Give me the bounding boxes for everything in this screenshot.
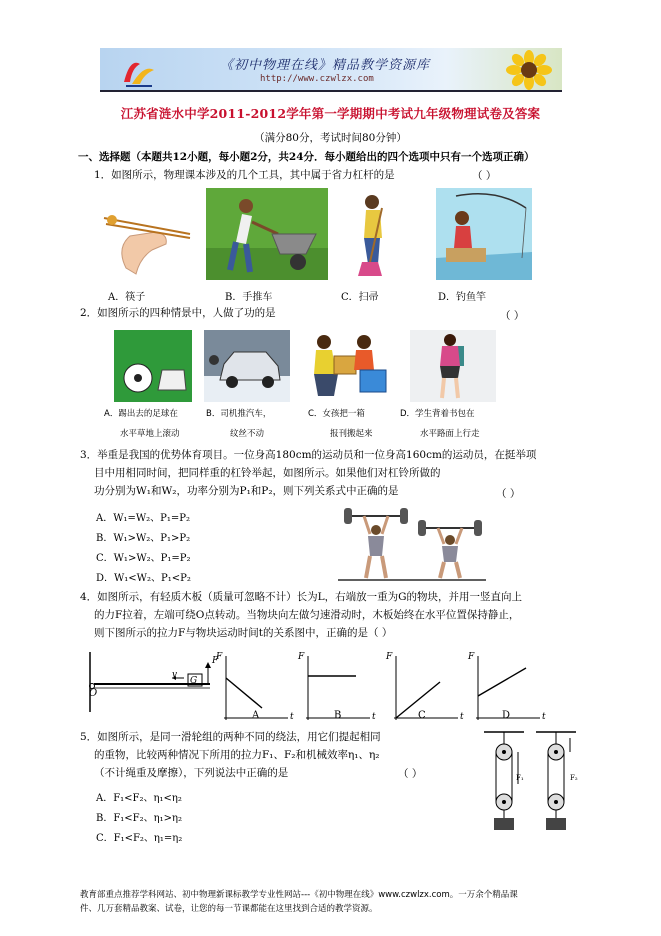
site-banner bbox=[100, 48, 562, 92]
broom-picture bbox=[342, 188, 418, 280]
q2-option-b[interactable]: B．司机推汽车， 纹丝不动 bbox=[206, 409, 272, 439]
lever-f-label: F bbox=[212, 656, 219, 666]
schoolbag-picture bbox=[410, 330, 496, 402]
push-car-picture bbox=[204, 330, 290, 402]
graph-a-f-label: F bbox=[216, 652, 223, 662]
q1-option-d[interactable]: D．钓鱼竿 bbox=[438, 292, 487, 303]
q1-option-c[interactable]: C．扫帚 bbox=[341, 292, 379, 303]
lever-figure bbox=[84, 648, 544, 726]
graph-a-t-label: t bbox=[290, 712, 294, 722]
q3-line-3: 功分别为W₁和W₂，功率分别为P₁和P₂，则下列关系式中正确的是 bbox=[94, 485, 399, 497]
q3-option-a[interactable]: A．W₁=W₂、P₁=P₂ bbox=[96, 513, 191, 524]
q2-option-c[interactable]: C．女孩把一箱 报刊搬起来 bbox=[308, 409, 373, 439]
lever-o-label: O bbox=[89, 688, 98, 699]
footer-line-1: 教育部重点推荐学科网站、初中物理新课标教学专业性网站---《初中物理在线》www.czwlzx.com。一万余个精品课 bbox=[80, 890, 518, 900]
q3-line-1: 3．举重是我国的优势体育项目。一位身高180cm的运动员和一位身高160cm的运动员，在挺举项 bbox=[80, 449, 537, 461]
graph-c-t-label: t bbox=[460, 712, 464, 722]
q3-option-d[interactable]: D．W₁<W₂、P₁<P₂ bbox=[96, 573, 191, 584]
q3-line-2: 目中用相同时间，把同样重的杠铃举起，如图所示。如果他们对杠铃所做的 bbox=[94, 467, 441, 479]
q5-line-3: （不计绳重及摩擦），下列说法中正确的是 bbox=[94, 767, 289, 779]
q3-option-c[interactable]: C．W₁>W₂、P₁=P₂ bbox=[96, 553, 191, 564]
q5-option-a[interactable]: A．F₁<F₂、η₁<η₂ bbox=[96, 793, 182, 804]
pulley-figure bbox=[484, 730, 578, 834]
graph-label-c[interactable]: C bbox=[418, 710, 426, 721]
wheelbarrow-picture bbox=[206, 188, 328, 280]
q5-answer-blank[interactable]: （ ） bbox=[398, 768, 423, 780]
chopsticks-picture bbox=[96, 188, 194, 280]
lever-v-label: v bbox=[172, 670, 178, 680]
q4-line-3: 则下图所示的拉力F与物块运动时间t的关系图中，正确的是（ ） bbox=[94, 627, 393, 639]
q5-option-c[interactable]: C．F₁<F₂、η₁=η₂ bbox=[96, 833, 183, 844]
q1-option-b[interactable]: B．手推车 bbox=[225, 292, 273, 303]
fishing-rod-picture bbox=[436, 188, 532, 280]
q5-line-2: 的重物，比较两种情况下所用的拉力F₁、F₂和机械效率η₁、η₂ bbox=[94, 749, 380, 761]
pulley-f2-label: F₂ bbox=[570, 774, 578, 782]
graph-label-b[interactable]: B bbox=[334, 710, 342, 721]
q2-option-a[interactable]: A．踢出去的足球在 水平草地上滚动 bbox=[104, 409, 180, 439]
q3-option-b[interactable]: B．W₁>W₂、P₁>P₂ bbox=[96, 533, 191, 544]
page-footer bbox=[80, 888, 590, 916]
q1-option-a[interactable]: A．筷子 bbox=[108, 292, 146, 303]
site-logo-icon bbox=[118, 54, 158, 88]
pulley-f1-label: F₁ bbox=[516, 774, 524, 782]
q1-stem: 1．如图所示，物理课本涉及的几个工具，其中属于省力杠杆的是 bbox=[94, 169, 395, 181]
football-picture bbox=[114, 330, 192, 402]
graph-c-f-label: F bbox=[386, 652, 393, 662]
q2-answer-blank[interactable]: （ ） bbox=[500, 310, 525, 322]
graph-label-d[interactable]: D bbox=[502, 710, 511, 721]
lift-box-picture bbox=[298, 330, 392, 402]
q4-line-1: 4．如图所示，有轻质木板（质量可忽略不计）长为L，右端放一重为G的物块，并用一竖直向上 bbox=[80, 591, 523, 603]
weightlifting-figure bbox=[338, 504, 486, 582]
q5-line-1: 5．如图所示，是同一滑轮组的两种不同的绕法，用它们提起相同 bbox=[80, 731, 381, 743]
q3-answer-blank[interactable]: （ ） bbox=[496, 488, 521, 500]
q1-answer-blank[interactable]: （ ） bbox=[472, 170, 497, 182]
graph-label-a[interactable]: A bbox=[252, 710, 260, 721]
sunflower-icon bbox=[504, 50, 554, 90]
banner-title: 《初中物理在线》精品教学资源库 bbox=[220, 58, 431, 73]
graph-b-t-label: t bbox=[372, 712, 376, 722]
q2-option-d[interactable]: D．学生背着书包在 水平路面上行走 bbox=[400, 409, 480, 439]
q4-line-2: 的力F拉着，左端可绕O点转动。当物块向左做匀速滑动时，木板始终在水平位置保持静止， bbox=[94, 609, 520, 621]
exam-info: （满分80分，考试时间80分钟） bbox=[254, 132, 407, 144]
lever-g-label: G bbox=[190, 676, 198, 686]
graph-d-f-label: F bbox=[468, 652, 475, 662]
footer-line-2: 件、几万套精品教案、试卷，让您的每一节课都能在这里找到合适的教学资源。 bbox=[80, 904, 378, 914]
graph-b-f-label: F bbox=[298, 652, 305, 662]
graph-d-t-label: t bbox=[542, 712, 546, 722]
q5-option-b[interactable]: B．F₁<F₂、η₁>η₂ bbox=[96, 813, 183, 824]
page-title: 江苏省涟水中学2011-2012学年第一学期期中考试九年级物理试卷及答案 bbox=[120, 106, 541, 121]
section-heading: 一、选择题（本题共12小题，每小题2分，共24分．每小题给出的四个选项中只有一个选项正确） bbox=[78, 151, 535, 163]
q2-stem: 2．如图所示的四种情景中，人做了功的是 bbox=[80, 307, 276, 319]
banner-url[interactable]: http://www.czwlzx.com bbox=[260, 74, 374, 84]
